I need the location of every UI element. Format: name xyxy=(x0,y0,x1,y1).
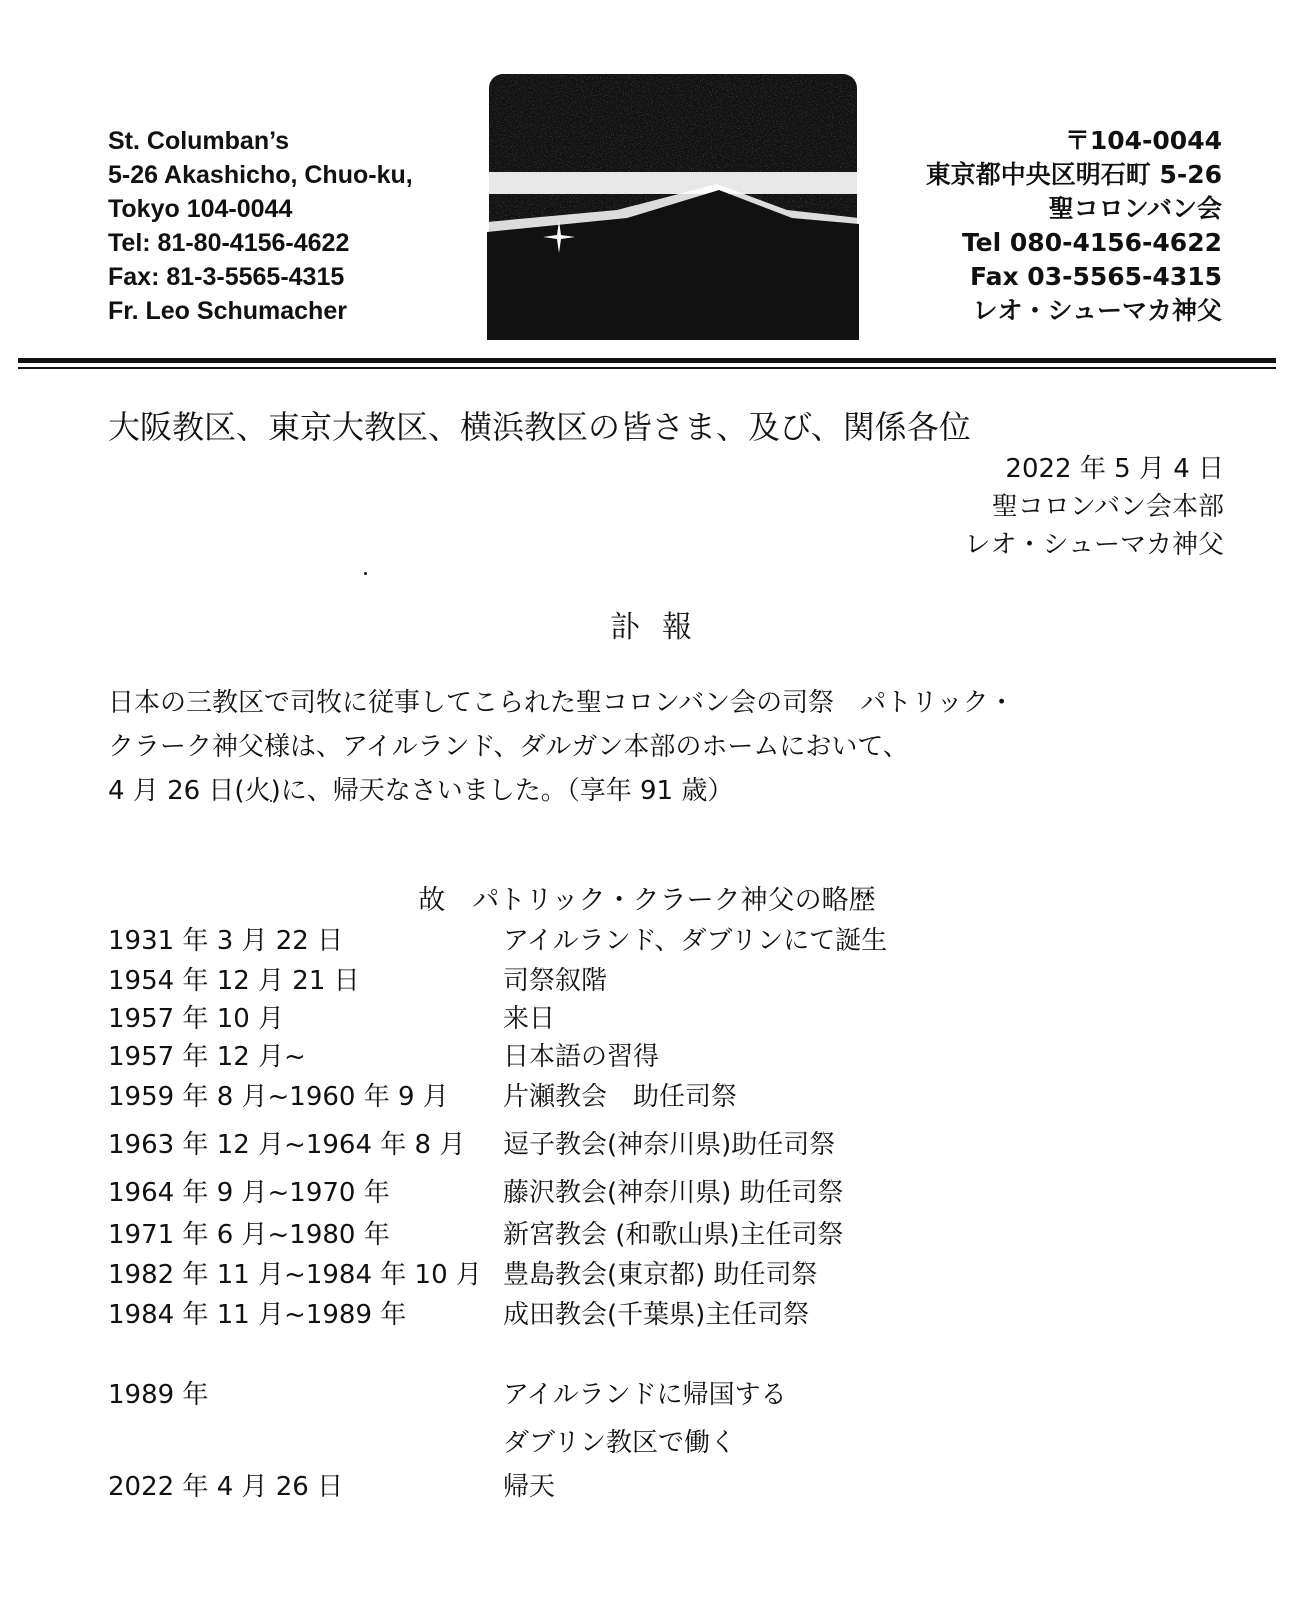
street-address-en: 5-26 Akashicho, Chuo-ku, xyxy=(108,161,413,189)
city-postal-en: Tokyo 104-0044 xyxy=(108,195,293,223)
career-row xyxy=(108,998,1108,1038)
career-row xyxy=(108,1374,1108,1414)
career-date: 1984 年 11 月~1989 年 xyxy=(108,1300,407,1330)
mountain-star-logo xyxy=(487,72,859,342)
letter-org: 聖コロンバン会本部 xyxy=(991,492,1224,522)
career-date: 1957 年 12 月~ xyxy=(108,1042,306,1072)
career-description: 日本語の習得 xyxy=(503,1042,660,1072)
announcement-line: 日本の三教区で司牧に従事してこられた聖コロンバン会の司祭 パトリック・ xyxy=(108,688,1015,718)
salutation: 大阪教区、東京大教区、横浜教区の皆さま、及び、関係各位 xyxy=(108,408,971,446)
org-name-en: St. Columban’s xyxy=(108,127,290,155)
career-date: 1954 年 12 月 21 日 xyxy=(108,966,360,996)
career-description: 来日 xyxy=(503,1004,556,1034)
announcement-text xyxy=(108,681,1015,813)
org-name-jp: 聖コロンバン会 xyxy=(1048,194,1222,223)
career-description: アイルランド、ダブリンにて誕生 xyxy=(503,926,888,956)
career-row xyxy=(108,1036,1108,1076)
career-date: 1971 年 6 月~1980 年 xyxy=(108,1220,390,1250)
career-description: 帰天 xyxy=(503,1472,556,1502)
career-date: 1982 年 11 月~1984 年 10 月 xyxy=(108,1260,482,1290)
career-row xyxy=(108,1172,1108,1212)
career-row xyxy=(108,920,1108,960)
postal-code-jp: 〒104-0044 xyxy=(1064,126,1222,155)
career-description: 司祭叙階 xyxy=(503,966,608,996)
career-date: 1957 年 10 月 xyxy=(108,1004,285,1034)
letter-meta xyxy=(965,450,1224,564)
career-description: 豊島教会(東京都) 助任司祭 xyxy=(503,1260,818,1290)
english-address-block xyxy=(108,124,413,328)
career-date: 1963 年 12 月~1964 年 8 月 xyxy=(108,1130,466,1160)
sender-name-en: Fr. Leo Schumacher xyxy=(108,297,347,325)
phone-en: Tel: 81-80-4156-4622 xyxy=(108,229,350,257)
phone-jp: Tel 080-4156-4622 xyxy=(961,228,1222,257)
announcement-line: クラーク神父様は、アイルランド、ダルガン本部のホームにおいて、 xyxy=(108,732,909,762)
letter-author: レオ・シューマカ神父 xyxy=(964,530,1224,560)
biography-heading: 故 パトリック・クラーク神父の略歴 xyxy=(418,885,876,916)
career-date: 2022 年 4 月 26 日 xyxy=(108,1472,344,1502)
fax-jp: Fax 03-5565-4315 xyxy=(969,262,1222,291)
career-row xyxy=(108,1422,1108,1462)
letter-date: 2022 年 5 月 4 日 xyxy=(1005,454,1224,484)
sender-name-jp: レオ・シューマカ神父 xyxy=(972,296,1222,325)
career-description: 成田教会(千葉県)主任司祭 xyxy=(503,1300,810,1330)
career-row xyxy=(108,1294,1108,1334)
fax-en: Fax: 81-3-5565-4315 xyxy=(108,263,345,291)
japanese-address-block xyxy=(926,124,1222,328)
career-description: 片瀬教会 助任司祭 xyxy=(503,1082,738,1112)
career-date: 1964 年 9 月~1970 年 xyxy=(108,1178,390,1208)
career-row xyxy=(108,1214,1108,1254)
career-row xyxy=(108,1254,1108,1294)
career-description: ダブリン教区で働く xyxy=(503,1428,736,1458)
career-description: 新宮教会 (和歌山県)主任司祭 xyxy=(503,1220,844,1250)
career-date: 1931 年 3 月 22 日 xyxy=(108,926,344,956)
career-row xyxy=(108,1076,1108,1116)
career-description: アイルランドに帰国する xyxy=(503,1380,787,1410)
career-date: 1989 年 xyxy=(108,1380,209,1410)
announcement-line: 4 月 26 日(火)に、帰天なさいました。（享年 91 歳） xyxy=(108,776,734,806)
career-row xyxy=(108,1124,1108,1164)
career-row xyxy=(108,960,1108,1000)
career-row xyxy=(108,1466,1108,1506)
career-description: 逗子教会(神奈川県)助任司祭 xyxy=(503,1130,836,1160)
street-address-jp: 東京都中央区明石町 5-26 xyxy=(925,160,1222,189)
header-divider-thin xyxy=(18,367,1276,369)
obituary-heading: 訃報 xyxy=(610,610,714,645)
career-date: 1959 年 8 月~1960 年 9 月 xyxy=(108,1082,449,1112)
header-divider-thick xyxy=(18,358,1276,363)
career-description: 藤沢教会(神奈川県) 助任司祭 xyxy=(503,1178,844,1208)
